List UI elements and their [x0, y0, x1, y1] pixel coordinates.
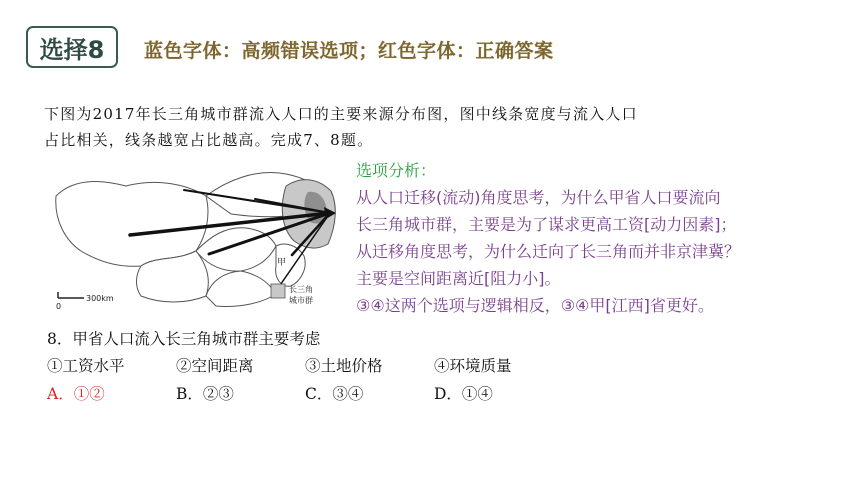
scale-start-label: 0 [56, 302, 62, 311]
question-number-badge: 选择8 [26, 26, 118, 68]
item-2: ②空间距离 [176, 357, 254, 375]
province-jia-label: 甲 [277, 258, 287, 268]
question-stem: 8．甲省人口流入长三角城市群主要考虑 [47, 330, 321, 348]
color-legend-headline: 蓝色字体：高频错误选项；红色字体：正确答案 [144, 40, 554, 62]
migration-map-svg [46, 156, 348, 312]
item-4: ④环境质量 [434, 357, 512, 375]
legend-swatch [271, 284, 285, 298]
analysis-line-1: 从人口迁移(流动)角度思考，为什么甲省人口要流向 [356, 188, 721, 207]
analysis-line-5: ③④这两个选项与逻辑相反，③④甲[江西]省更好。 [356, 296, 714, 315]
option-a[interactable]: A．①② [47, 385, 105, 403]
analysis-title: 选项分析： [356, 161, 437, 180]
migration-map [46, 156, 348, 312]
legend-label-1: 长三角 [289, 285, 313, 294]
item-1: ①工资水平 [47, 357, 125, 375]
analysis-line-3: 从迁移角度思考，为什么迁向了长三角而并非京津冀？ [356, 242, 741, 261]
intro-line-2: 占比相关，线条越宽占比越高。完成7、8题。 [44, 131, 374, 149]
province-south [206, 271, 276, 307]
option-b[interactable]: B．②③ [176, 385, 234, 403]
analysis-line-2: 长三角城市群，主要是为了谋求更高工资[动力因素]； [356, 215, 737, 234]
option-d[interactable]: D．①④ [434, 385, 493, 403]
intro-line-1: 下图为2017年长三角城市群流入人口的主要来源分布图，图中线条宽度与流入人口 [44, 105, 638, 123]
option-c[interactable]: C．③④ [305, 385, 364, 403]
item-3: ③土地价格 [305, 357, 383, 375]
legend-label-2: 城市群 [289, 296, 313, 305]
province-west [56, 182, 208, 267]
scale-end-label: 300km [86, 294, 114, 303]
analysis-line-4: 主要是空间距离近[阻力小]。 [356, 269, 561, 288]
